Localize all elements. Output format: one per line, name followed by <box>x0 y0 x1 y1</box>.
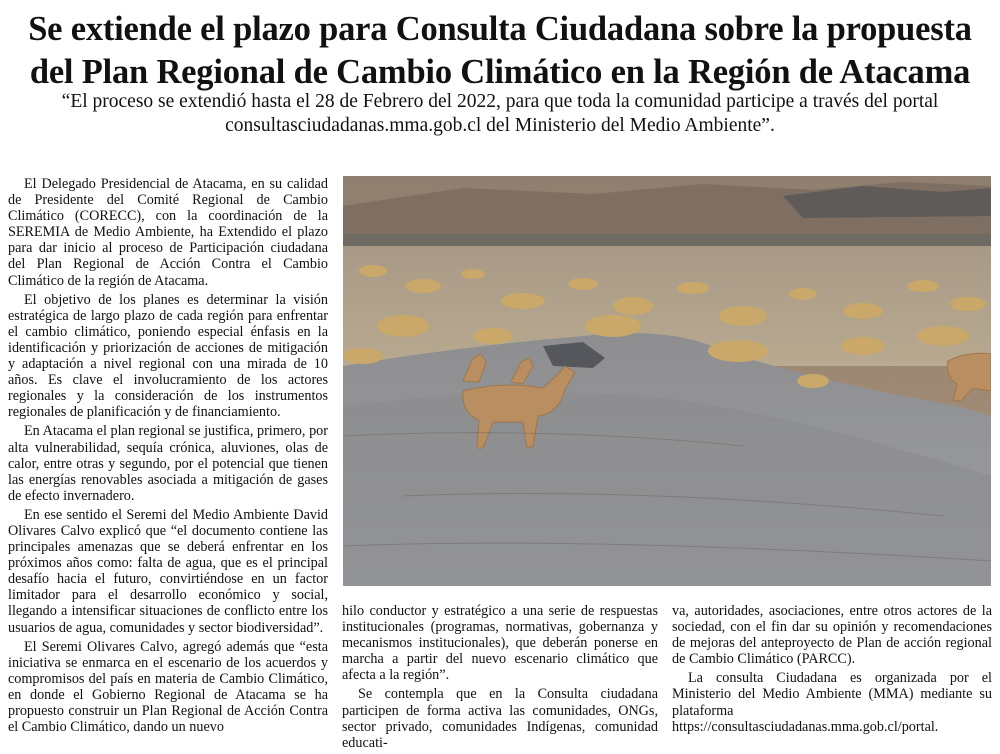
headline-line-1: Se extiende el plazo para Consulta Ciudadana sobre la propuesta <box>28 10 972 48</box>
subheadline-line-1: “El proceso se extendió hasta el 28 de Febrero del 2022, para que toda la comunidad participe a través del portal <box>61 91 939 112</box>
vicuna-landscape-photo <box>343 176 991 586</box>
article-column-3 <box>672 603 992 738</box>
paragraph: va, autoridades, asociaciones, entre otros actores de la sociedad, con el fin dar su opinión y recomendaciones de mejoras del anteproyecto de Plan de acción regional de Cambio Climático (PARCC). <box>672 603 992 668</box>
paragraph: En Atacama el plan regional se justifica, primero, por alta vulnerabilidad, sequía crónica, aluviones, olas de calor, entre otras y segundo, por el potencial que tienen las energías renovables asociada a mitigación de gases de efecto invernadero. <box>8 423 328 504</box>
paragraph: El Seremi Olivares Calvo, agregó además que “esta iniciativa se enmarca en el escenario de los acuerdos y compromisos del país en materia de Cambio Climático, en donde el Gobierno Regional de Atacama se ha propuesto construir un Plan Regional de Acción Contra el Cambio Climático, dando un nuevo <box>8 638 328 736</box>
article-column-1 <box>8 176 328 738</box>
headline <box>0 8 1000 94</box>
article-column-2 <box>342 603 658 754</box>
paragraph: El Delegado Presidencial de Atacama, en su calidad de Presidente del Comité Regional de Cambio Climático (CORECC), con la coordinación de la SEREMIA de Medio Ambiente, ha Extendido el plazo para dar inicio al proceso de Participación ciudadana del Plan Regional de Acción Contra el Cambio Climático de la región de Atacama. <box>8 176 328 289</box>
paragraph: hilo conductor y estratégico a una serie de respuestas institucionales (programas, normativas, gobernanza y mecanismos institucionales), que deberán ponerse en marcha a partir del nuevo escenario climático que afecta a la región”. <box>342 603 658 684</box>
paragraph: El objetivo de los planes es determinar la visión estratégica de largo plazo de cada región para enfrentar el cambio climático, poniendo especial énfasis en la identificación y priorización de acciones de mitigación y adaptación a nivel regional con una mirada de 10 años. Es clave el involucramiento de los actores regionales y la consideración de los instrumentos regionales de planificación y de financiamiento. <box>8 291 328 421</box>
subheadline <box>0 90 1000 138</box>
headline-line-2: del Plan Regional de Cambio Climático en la Región de Atacama <box>29 53 971 91</box>
paragraph: La consulta Ciudadana es organizada por el Ministerio del Medio Ambiente (MMA) mediante su plataforma https://consultasciudadanas.mma.gob.cl/portal. <box>672 670 992 735</box>
paragraph: En ese sentido el Seremi del Medio Ambiente David Olivares Calvo explicó que “el documento contiene las principales amenazas que se deberá enfrentar en los próximos años como: falta de agua, que es el principal desafío hacia el futuro, convirtiéndose en un factor limitador para el desarrollo económico y social, llegando a intensificar situaciones de conflicto entre los usuarios de agua, comunidades y sector biodiversidad”. <box>8 506 328 636</box>
paragraph: Se contempla que en la Consulta ciudadana participen de forma activa las comunidades, ONGs, sector privado, comunidades Indígenas, comunidad educati- <box>342 686 658 751</box>
subheadline-line-2: consultasciudadanas.mma.gob.cl del Ministerio del Medio Ambiente”. <box>225 115 775 136</box>
